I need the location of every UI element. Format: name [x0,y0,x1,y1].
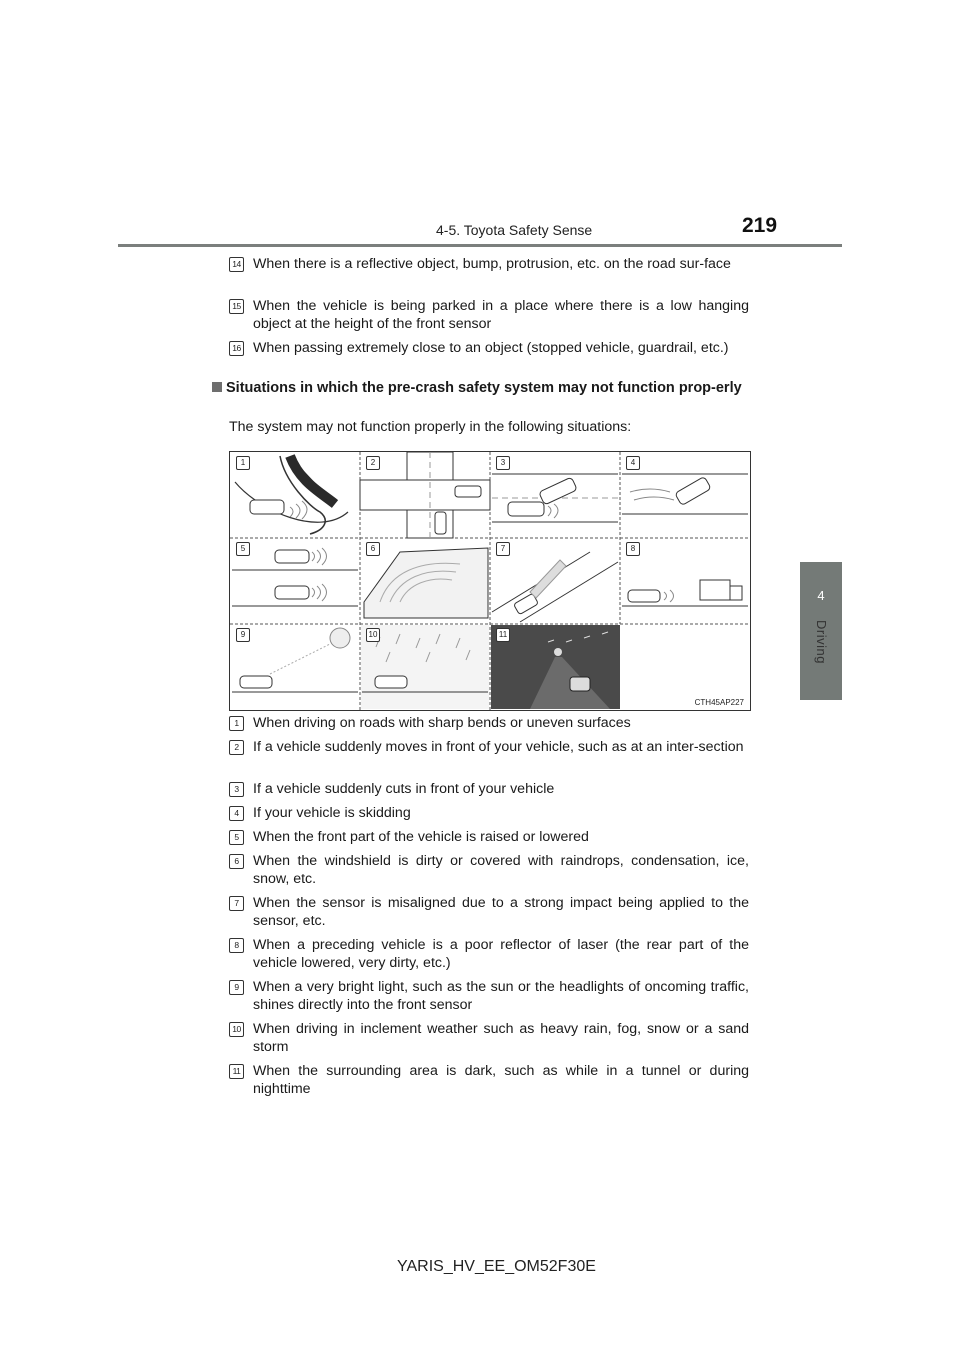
illustration-label: 10 [366,628,380,642]
item-text: When driving on roads with sharp bends or uneven surfaces [253,715,631,731]
item-text: If a vehicle suddenly cuts in front of your vehicle [253,781,555,797]
illustration-label: 7 [496,542,510,556]
item-number-badge: 14 [229,257,244,272]
illustration-label: 6 [366,542,380,556]
item-number-badge: 3 [229,782,244,797]
illustration-label: 9 [236,628,250,642]
item-text: When a preceding vehicle is a poor reflector of laser (the rear part of the vehicle lowered, very dirty, etc.) [253,937,749,971]
item-number-badge: 6 [229,854,244,869]
item-number-badge: 1 [229,716,244,731]
page-header [0,0,960,250]
item-number-badge: 15 [229,299,244,314]
chapter-label: Driving [814,620,829,664]
section-intro: The system may not function properly in the following situations: [229,419,632,435]
illustration-label: 5 [236,542,250,556]
section-heading-text: Situations in which the pre-crash safety system may not function prop-erly [226,380,742,396]
item-text: When a very bright light, such as the sun or the headlights of oncoming traffic, shines directly into the front sensor [253,979,749,1013]
item-number-badge: 11 [229,1064,244,1079]
item-number-badge: 9 [229,980,244,995]
illustration-label: 11 [496,628,510,642]
item-number-badge: 8 [229,938,244,953]
item-number-badge: 10 [229,1022,244,1037]
item-text: When the sensor is misaligned due to a strong impact being applied to the sensor, etc. [253,895,749,929]
item-number-badge: 2 [229,740,244,755]
item-text: When the vehicle is being parked in a place where there is a low hanging object at the height of the front sensor [253,298,749,332]
illustration-label: 3 [496,456,510,470]
figure-code: CTH45AP227 [694,698,744,707]
item-text: When the surrounding area is dark, such as while in a tunnel or during nighttime [253,1063,749,1097]
item-number-badge: 4 [229,806,244,821]
chapter-number: 4 [817,588,825,603]
item-text: If a vehicle suddenly moves in front of your vehicle, such as at an inter-section [253,739,744,755]
header-rule [118,244,842,247]
item-text: When the front part of the vehicle is raised or lowered [253,829,589,845]
item-text: When passing extremely close to an object (stopped vehicle, guardrail, etc.) [253,340,729,356]
illustration-label: 4 [626,456,640,470]
illustration-label: 2 [366,456,380,470]
item-number-badge: 16 [229,341,244,356]
item-text: When the windshield is dirty or covered with raindrops, condensation, ice, snow, etc. [253,853,749,887]
situations-illustration [229,451,751,711]
section-title: 4-5. Toyota Safety Sense [436,222,593,238]
page-number: 219 [742,214,778,237]
document-code: YARIS_HV_EE_OM52F30E [397,1258,596,1275]
illustration-label: 1 [236,456,250,470]
illustration-label: 8 [626,542,640,556]
square-bullet-icon [212,382,222,392]
item-text: When driving in inclement weather such as heavy rain, fog, snow or a sand storm [253,1021,749,1055]
item-text: If your vehicle is skidding [253,805,411,821]
item-text: When there is a reflective object, bump, protrusion, etc. on the road sur-face [253,256,731,272]
item-number-badge: 7 [229,896,244,911]
illustration-grid-graphic [230,452,750,710]
section-heading [212,379,750,397]
item-number-badge: 5 [229,830,244,845]
